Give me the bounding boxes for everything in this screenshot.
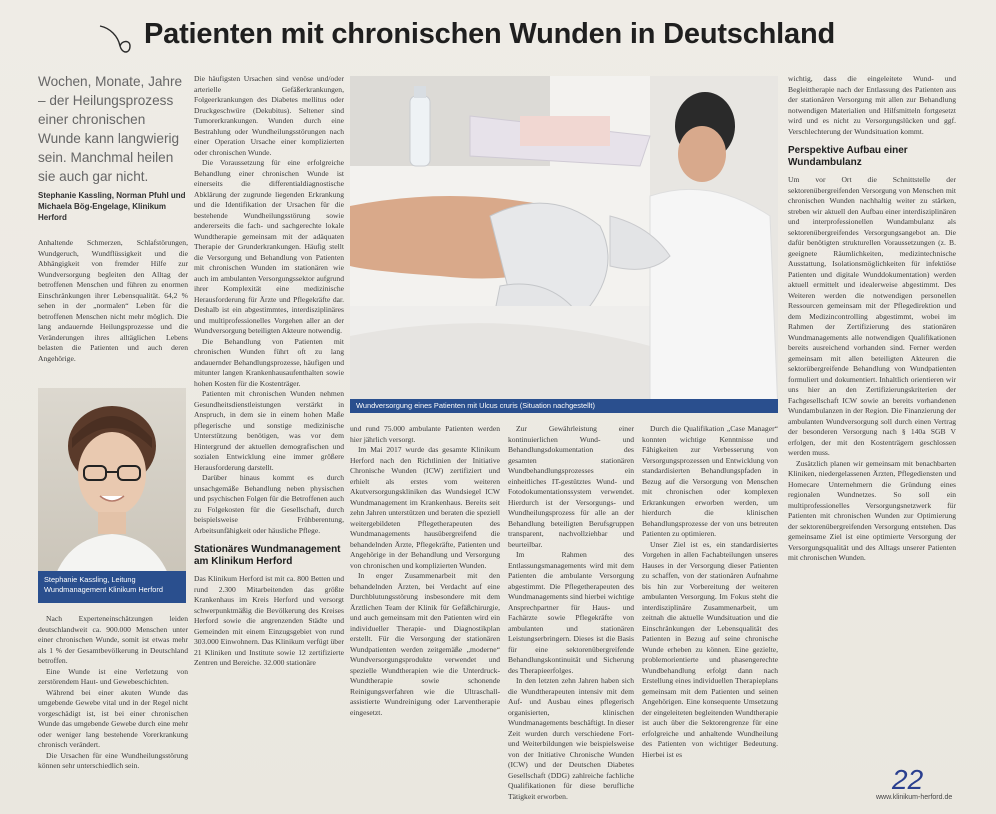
paragraph: Das Klinikum Herford ist mit ca. 800 Betten und rund 2.300 Mitarbeitenden das größte Krankenhaus im Kreis Herford und versorgt schwerpunktmäßig die Bevölkerung des Kreises Herford sowie die angrenzenden Städte und Gemeinden mit einem Einzugsgebiet von rund 303.000 Einwohnern. Das Klinikum verfügt über 21 Kliniken und Institute sowie 12 zertifizierte Zentren und Bereiche. 32.000 stationäre — [194, 574, 344, 667]
column-1-bottom — [38, 614, 188, 810]
paragraph: Während bei einer akuten Wunde das umgebende Gewebe vital und in der Regel nicht vorgeschädigt ist, ist bei einer chronischen Wunde das umgebende Gewebe durch eine mehr oder weniger lang bestehende Vorerkrankung chronisch verändert. — [38, 687, 188, 749]
paragraph: Anhaltende Schmerzen, Schlafstörungen, Wundgeruch, Wundflüssigkeit und die Abhängigkeit von fremder Hilfe zur Wundversorgung begleiten den Alltag der betroffenen Menschen und führen zu enormen Einschränkungen ihrer Lebensqualität. 64,2 % sehen in der „normalen“ Leben für die betroffenen Menschen nicht mehr möglich. Die lang andauernde Heilungsprozesse und die Veränderungen ihres alltäglichen Lebens belasten die Patienten und auch deren Angehörige. — [38, 238, 188, 363]
paragraph: Patienten mit chronischen Wunden nehmen Gesundheitsdienstleistungen verstärkt in Anspruch, in dem sie in einem hohen Maße pflegerische und sonstige medizinische Unterstützung benötigen, was vor dem Hintergrund der aktuellen demografischen und sozialen Entwicklung eine immer größere Herausforderung darstellt. — [194, 389, 344, 472]
paragraph: Nach Experteneinschätzungen leiden deutschlandweit ca. 900.000 Menschen unter einer chronischen Wunde, somit ist etwas mehr als 1 % der Gesamtbevölkerung in Deutschland betroffen. — [38, 614, 188, 665]
paragraph: Durch die Qualifikation „Case Manager“ konnten wichtige Kenntnisse und Fähigkeiten zur Verbesserung von Versorgungsprozessen und Entwicklung von standardisierten Behandlungspfaden in Bezug auf die Versorgung von Menschen mit chronischen oder komplexen Erkrankungen erworben werden, um hierdurch die klinischen Behandlungsprozesse der von uns betreuten Patienten zu optimieren. — [642, 424, 778, 538]
article-lead: Wochen, Monate, Jahre – der Heilungsprozess einer chronischen Wunde kann langwierig sein. Manchmal heilen sie auch gar nicht. — [38, 74, 183, 184]
photo-caption: Wundversorgung eines Patienten mit Ulcus cruris (Situation nachgestellt) — [350, 399, 778, 413]
paragraph: wichtig, dass die eingeleitete Wund- und Begleittherapie nach der Entlassung des Patienten aus der stationären Versorgung mit allen zur Behandlung notwendigen Materialien und Hilfsmitteln fortgesetzt wird und es nicht zu Versorgungslücken und ggf. Verschlechterung der Wundsituation kommt. — [788, 74, 956, 136]
article-byline: Stephanie Kassling, Norman Pfuhl und Michaela Bög-Engelage, Klinikum Herford — [38, 191, 186, 222]
section-subhead: Stationäres Wundmanagement am Klinikum Herford — [194, 544, 341, 567]
paragraph: Darüber hinaus kommt es durch unsachgemäße Behandlung neben physischen und psychischen Folgen für die Betroffenen auch zu Folgekosten für die Gesellschaft, durch beispielsweise Frühberentung, Arbeitsunfähigkeit oder häusliche Pflege. — [194, 473, 344, 535]
column-1-top — [38, 238, 188, 378]
paragraph: Die Ursachen für eine Wundheilungsstörung können sehr unterschiedlich sein. — [38, 750, 188, 770]
author-portrait — [38, 388, 186, 603]
paragraph: Unser Ziel ist es, ein standardisiertes Vorgehen in allen Fachabteilungen unseres Hauses in der Versorgung dieser Patienten zu schaffen, von der stationären Aufnahme bis hin zur Vorbereitung der weiteren ambulanten Versorgung. Im Fokus steht die interdisziplinäre Zusammenarbeit, um zeitnah die aktuelle Wundsituation und die Einschränkungen der Lebensqualität des Patienten in Bezug auf seine chronische Wunde erheben zu können. Eine gezielte, problemorientierte und phasengerechte Wundbehandlung erfolgt dann nach Erstellung eines individuellen Therapieplans gemeinsam mit dem Patienten und seinen Angehörigen. Eine konsequente Umsetzung der eingeleiteten begleitenden Wundtherapie ist auch über die Sektorengrenze für eine erfolgreiche und anhaltende Wundheilung des Patienten von wichtiger Bedeutung. Hierbei ist es — [642, 539, 778, 759]
footer-url: www.klinikum-herford.de — [876, 794, 953, 801]
swirl-arrow-icon — [96, 20, 136, 56]
paragraph: Zur Gewährleistung einer kontinuierlichen Wund- und Behandlungsdokumentation des gesamten stationären Wundbehandlungsprozesses ein einheitliches IT-gestütztes Wund- und Fotodokumentationssystem verwendet. Hierdurch ist der Versorgungs- und Wundheilungsprozess für alle an der Behandlung beteiligten Berufsgruppen transparent, nachvollziehbar und beurteilbar. — [508, 424, 634, 549]
column-2 — [194, 74, 344, 810]
paragraph: Die Behandlung von Patienten mit chronischen Wunden führt oft zu lang andauernder Behandlungsprozesse, häufigen und mitunter langen Krankenhausaufenthalten sowie hohen Kosten für die Kostenträger. — [194, 336, 344, 388]
wound-care-photo — [350, 76, 778, 413]
column-3 — [350, 424, 500, 810]
article-photo — [350, 76, 778, 413]
paragraph: und rund 75.000 ambulante Patienten werden hier jährlich versorgt. — [350, 424, 500, 444]
paragraph: Im Rahmen des Entlassungsmanagements wird mit dem Patienten die ambulante Versorgung abgestimmt. Die Pflegetherapeuten des Wundmanagements sind hierbei wichtige Ansprechpartner für Haus- und Fachärzte sowie Pflegekräfte von ambulanten und stationären Leistungserbringern. Dieses ist die Basis für eine sektorenübergreifende Behandlungskontinuität und Sicherung des Therapieerfolges. — [508, 550, 634, 675]
column-6 — [788, 74, 956, 760]
section-subhead: Perspektive Aufbau einer Wundambulanz — [788, 145, 908, 168]
portrait-caption: Stephanie Kassling, Leitung Wundmanagement Klinikum Herford — [38, 571, 186, 603]
column-4 — [508, 424, 634, 810]
paragraph: Um vor Ort die Schnittstelle der sektorenübergreifenden Versorgung von Menschen mit chronischen Wunden nachhaltig weiter zu stärken, streben wir aktuell den Aufbau einer interdisziplinären und interprofessionellen Wundambulanz als sektorenübergreifendes Versorgungsangebot an. Die dafür benötigten strukturellen Voraussetzungen (z. B. geeignete Räumlichkeiten, medizintechnische Ausstattung, Isolationsmöglichkeiten für infektiöse Patienten und digitale Wunddokumentation) werden aktuell ermittelt und idealerweise abgestimmt. Des Weiteren werden die notwendigen personellen Ressourcen gemeinsam mit der Pflegedirektion und dem Medizincontrolling abgestimmt, wobei im Rahmen der Zertifizierung des stationären Wundmanagements alle notwendigen Qualifikationen bereits ausreichend vorhanden sind. Ferner werden gemeinsam mit allen beteiligten Akteuren die sektorübergreifende Behandlung von Wundpatienten formuliert und dokumentiert. Inhaltlich orientieren wir uns hier an den Zertifizierungskriterien der Fachgesellschaft ICW sowie an bereits vorhandenen Wundambulanzen in der Region. Die Finanzierung der ambulanten Wundversorgung soll durch einen Vertrag der besonderen Versorgung nach § 140a SGB V erfolgen, der mit den Kostenträgern geschlossen werden muss. — [788, 175, 956, 457]
paragraph: Im Mai 2017 wurde das gesamte Klinikum Herford nach den Richtlinien der Initiative Chronische Wunden (ICW) zertifiziert und erhielt als erstes vom weiteren Akutversorgungskliniken das Wundsiegel ICW Wundmanagement im Krankenhaus. Bereits seit zehn Jahren unterstützen und beraten die speziell weitergebildeten Pflegetherapeuten des Wundmanagements hausübergreifend die behandelnden Ärzte, Pflegekräfte, Patienten und Angehörige in der Behandlung und Versorgung von chronischen und komplizierten Wunden. — [350, 445, 500, 570]
article-title: Patienten mit chronischen Wunden in Deutschland — [144, 18, 835, 50]
paragraph: In enger Zusammenarbeit mit den behandelnden Ärzten, bei Verdacht auf eine Durchblutungsstörung insbesondere mit dem Ärztlichen Team der Klinik für Gefäßchirurgie, und auch gemeinsam mit den Patienten wird ein individueller Therapie- und Diagnostikplan erstellt. Für die Versorgung der stationären Wundpatienten werden zeitgemäße „moderne“ Wundversorgungsprodukte verwendet und spezielle Wundtherapien wie die Unterdruck-Wundtherapie sowie schonende Reinigungsverfahren wie die Ultraschall-assistierte Wundreinigung oder Larventherapie eingesetzt. — [350, 571, 500, 717]
column-5 — [642, 424, 778, 810]
paragraph: Eine Wunde ist eine Verletzung von zerstörendem Haut- und Gewebeschichten. — [38, 666, 188, 686]
headline-row — [96, 18, 976, 58]
paragraph: Die häufigsten Ursachen sind venöse und/oder arterielle Gefäßerkrankungen, Folgeerkrankungen des Diabetes mellitus oder Druckgeschwüre (Dekubitus). Seltener sind Tumorerkrankungen. Wunden durch eine Bestrahlung oder Wundheilungsstörungen nach einer Operation Ursache einer komplizierten oder chronischen Wunde. — [194, 74, 344, 157]
paragraph: In den letzten zehn Jahren haben sich die Wundtherapeuten intensiv mit dem Auf- und Ausbau eines pflegerisch organisierten, klinischen Wundmanagements beschäftigt. In dieser Zeit wurden durch verschiedene Fort- und Weiterbildungen wie beispielsweise von der Initiative Chronische Wunden (ICW) und der Deutschen Diabetes Gesellschaft (DDG) zahlreiche fachliche Qualifikationen für diese berufliche Tätigkeit erworben. — [508, 676, 634, 801]
page-number: 22 — [892, 764, 924, 795]
paragraph: Zusätzlich planen wir gemeinsam mit benachbarten Kliniken, niedergelassenen Ärzten, Pflegediensten und Homecare Unternehmern die Gründung eines regionalen Wundnetzes. So soll ein multiprofessionelles Versorgungsnetzwerk für Patienten mit chronischen Wunden zur Optimierung der sektorenübergreifenden Versorgung entstehen. Das gemeinsame Ziel ist eine optimierte Versorgung der Versorgungsqualität und des Alltags unserer Patienten mit chronischen Wunden. — [788, 458, 956, 562]
paragraph: Die Voraussetzung für eine erfolgreiche Behandlung einer chronischen Wunde ist einerseits die differentialdiagnostische Abklärung der zugrunde liegenden Erkrankung und die Identifikation der Ursachen für die bestehende Wundheilungsstörung sowie andererseits die fach- und sachgerechte lokale Wundtherapie gemeinsam mit der adäquaten Therapie der Grunderkrankungen. Häufig stellt die Versorgung und Behandlung von Patienten mit chronischen Wunden im stationären wie auch im ambulanten Versorgungssektor aufgrund ihrer Komplexität eine medizinische Herausforderung für Ärzte und Pflegekräfte dar. Deshalb ist ein abgestimmtes, interdisziplinäres und multiprofessionelles Vorgehen aller an der Wundversorgung beteiligten Akteure notwendig. — [194, 158, 344, 335]
